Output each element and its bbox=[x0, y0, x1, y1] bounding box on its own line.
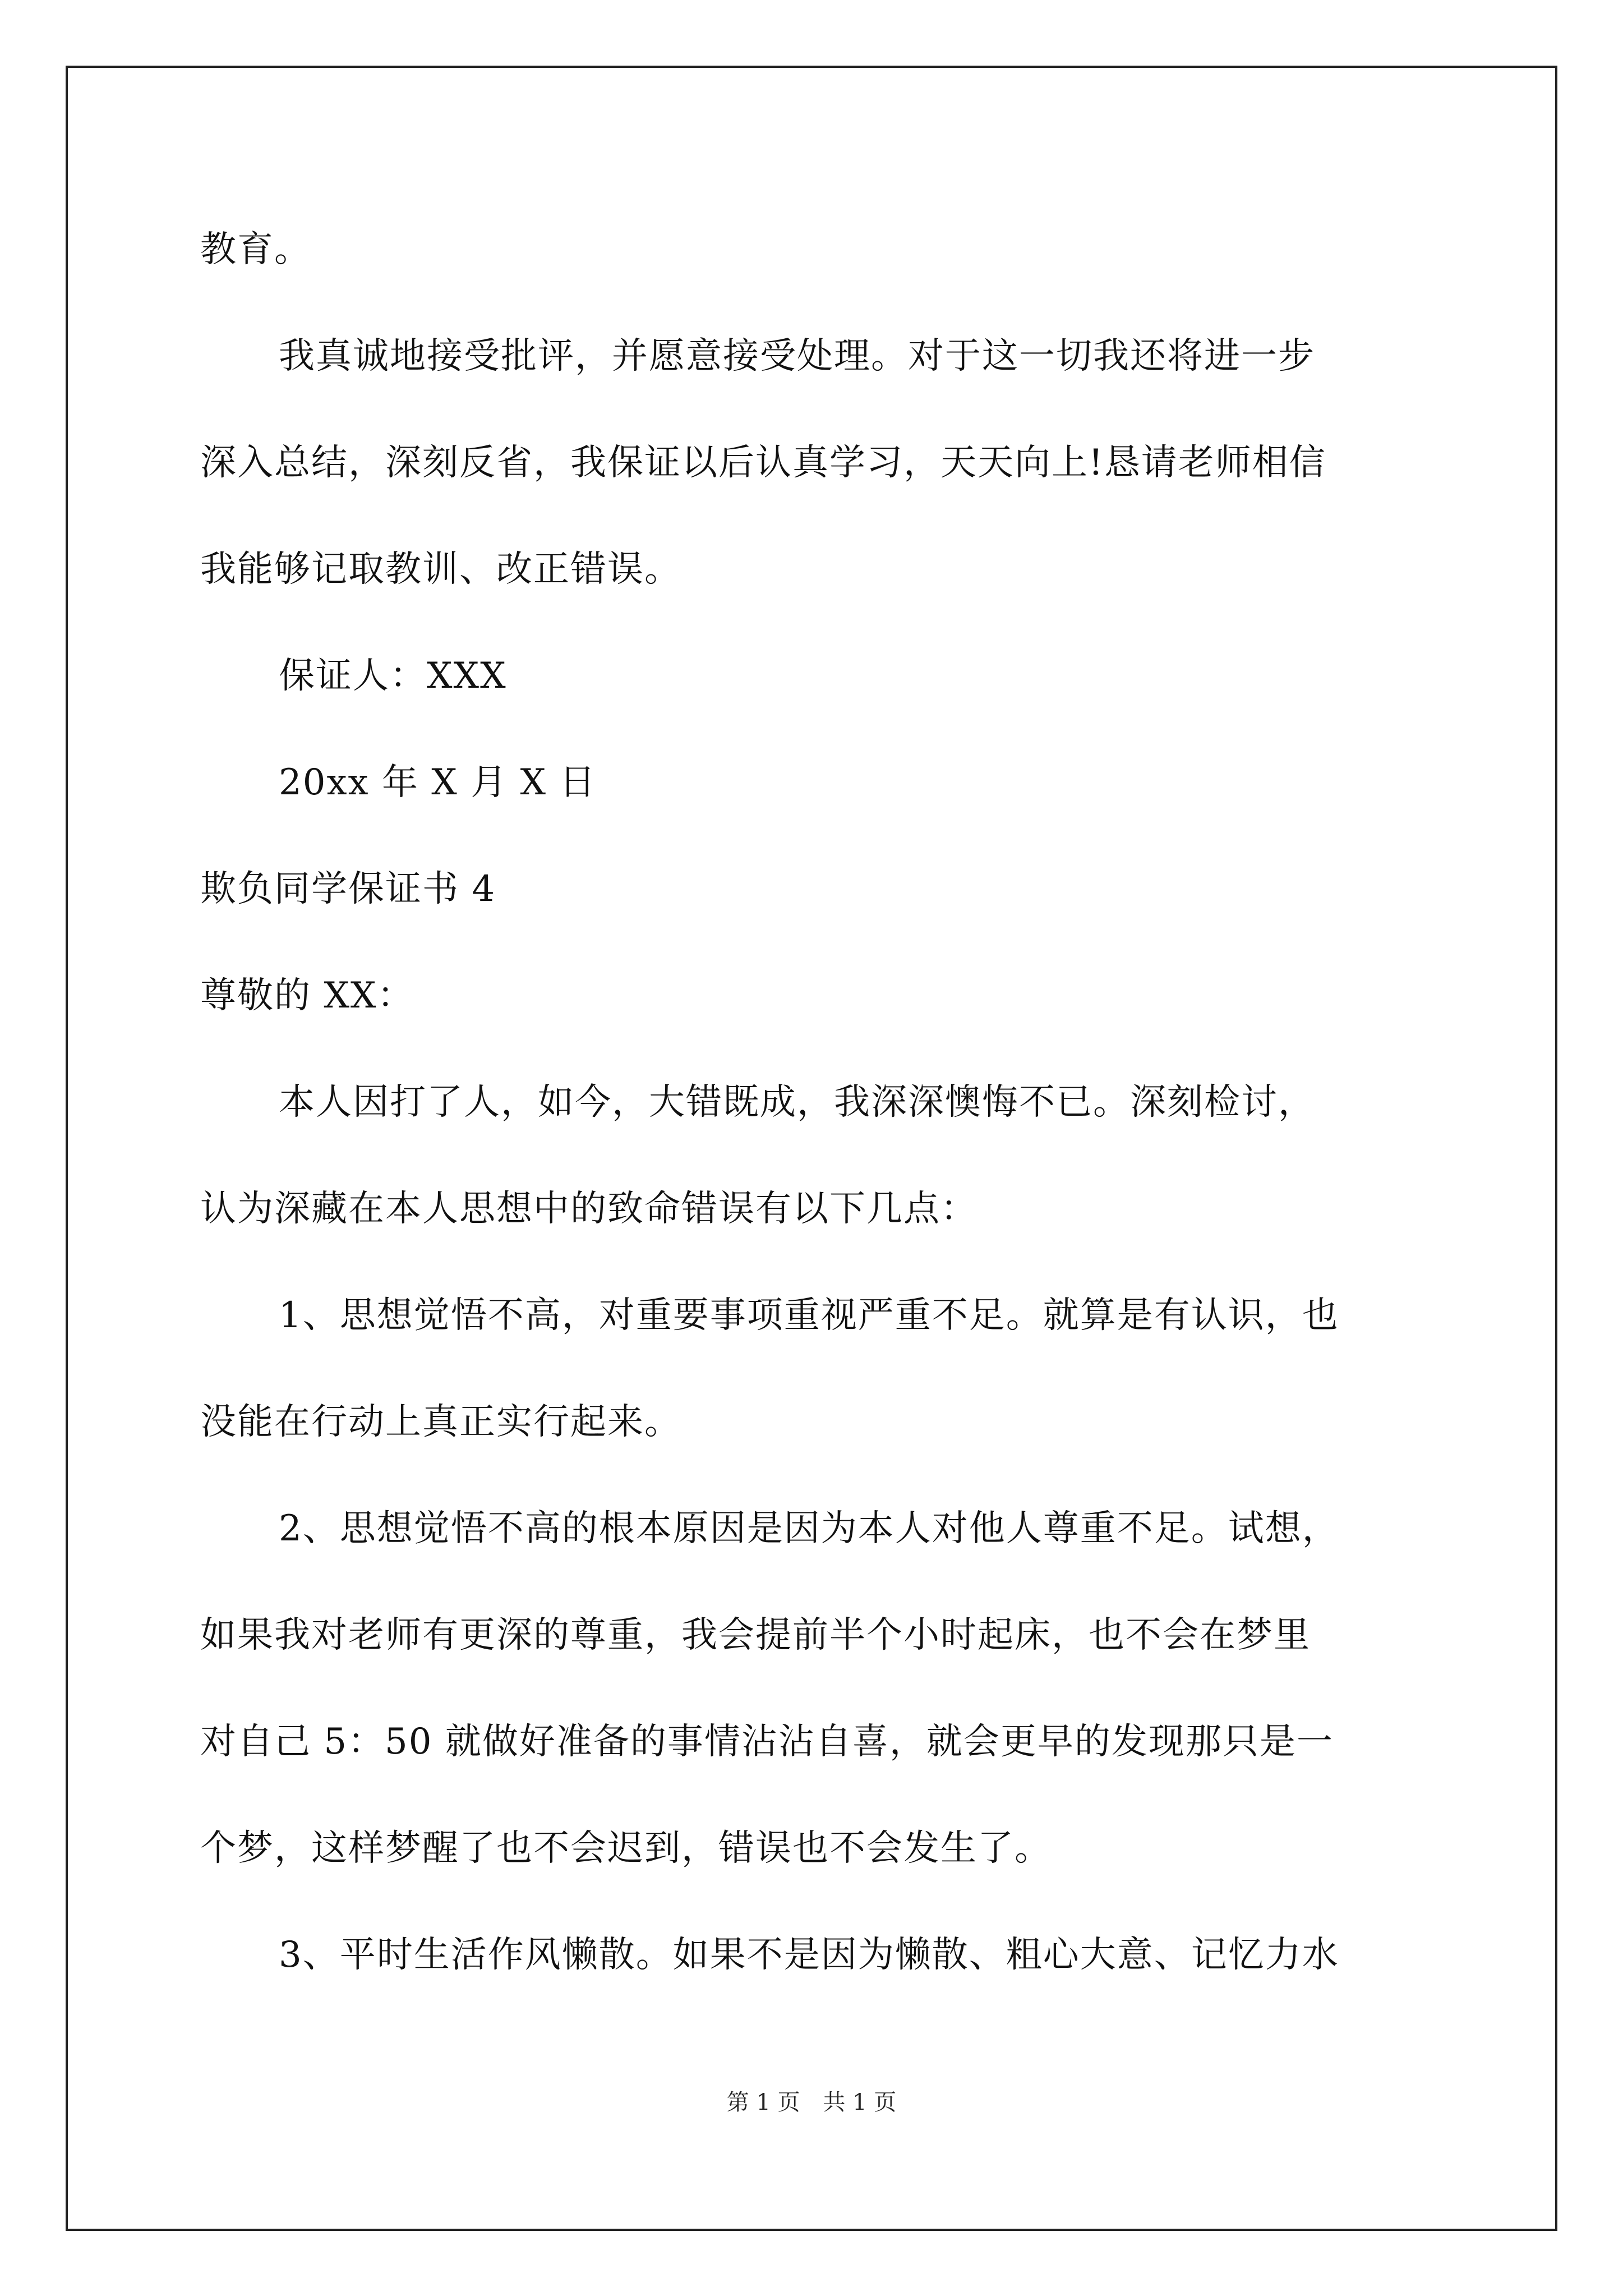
page-number: 第 1 页 bbox=[726, 2090, 800, 2115]
text-line: 教育。 bbox=[200, 229, 311, 270]
salutation: 尊敬的 XX： bbox=[200, 975, 414, 1016]
page-border bbox=[66, 66, 1557, 2231]
text-line: 对自己 5：50 就做好准备的事情沾沾自喜，就会更早的发现那只是一 bbox=[200, 1721, 1334, 1763]
page-footer bbox=[0, 2089, 1623, 2116]
text-line: 1、思想觉悟不高，对重要事项重视严重不足。就算是有认识，也 bbox=[279, 1295, 1339, 1336]
text-line: 如果我对老师有更深的尊重，我会提前半个小时起床，也不会在梦里 bbox=[200, 1614, 1311, 1656]
section-title: 欺负同学保证书 4 bbox=[200, 868, 496, 910]
text-line: 本人因打了人，如今，大错既成，我深深懊悔不已。深刻检讨， bbox=[279, 1082, 1315, 1123]
text-line: 我能够记取教训、改正错误。 bbox=[200, 549, 681, 590]
text-line: 我真诚地接受批评，并愿意接受处理。对于这一切我还将进一步 bbox=[279, 335, 1315, 377]
text-line: 深入总结，深刻反省，我保证以后认真学习，天天向上!恳请老师相信 bbox=[200, 442, 1326, 484]
text-line: 认为深藏在本人思想中的致命错误有以下几点： bbox=[200, 1188, 978, 1230]
text-line: 2、思想觉悟不高的根本原因是因为本人对他人尊重不足。试想， bbox=[279, 1508, 1339, 1549]
page-total: 共 1 页 bbox=[823, 2090, 897, 2115]
text-line: 没能在行动上真正实行起来。 bbox=[200, 1401, 681, 1443]
text-line: 个梦，这样梦醒了也不会迟到，错误也不会发生了。 bbox=[200, 1828, 1052, 1869]
signature-line: 保证人：XXX bbox=[279, 655, 507, 697]
text-line: 3、平时生活作风懒散。如果不是因为懒散、粗心大意、记忆力水 bbox=[279, 1934, 1339, 1976]
date-line: 20xx 年 X 月 X 日 bbox=[279, 762, 597, 803]
